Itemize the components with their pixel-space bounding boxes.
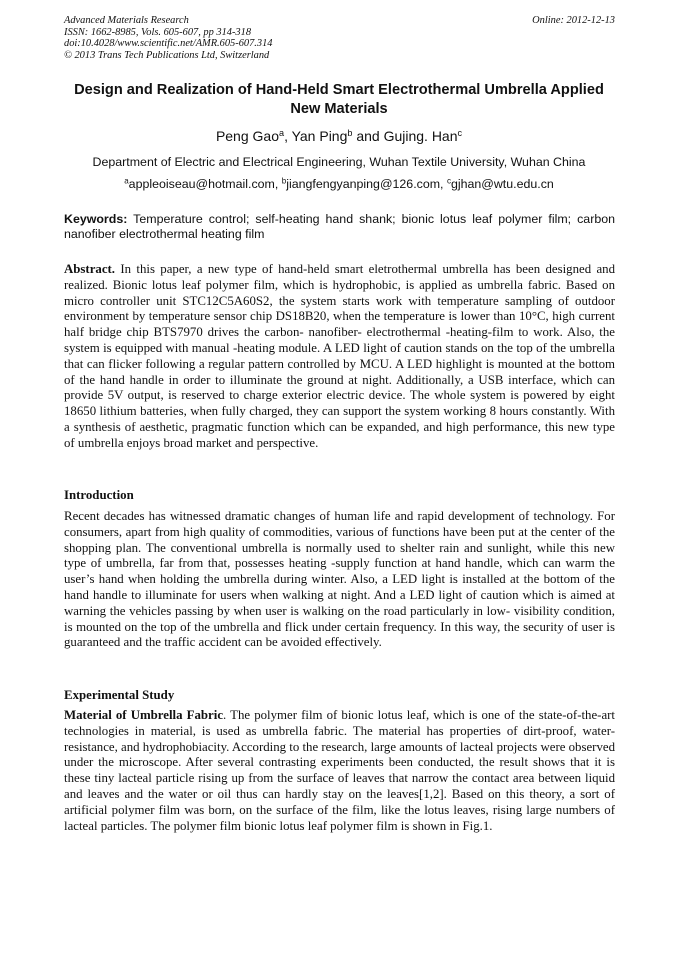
journal-name: Advanced Materials Research — [64, 15, 189, 26]
affiliation: Department of Electric and Electrical Engineering, Wuhan Textile University, Wuhan China — [92, 155, 586, 169]
copyright-line: © 2013 Trans Tech Publications Ltd, Switzerland — [64, 49, 270, 61]
abstract-label: Abstract. — [64, 262, 116, 276]
journal-header — [64, 15, 615, 61]
author-email: jiangfengyanping@126.com, — [286, 177, 447, 191]
subsection-label: Material of Umbrella Fabric — [64, 708, 224, 722]
author-name: Peng Gao — [215, 128, 279, 144]
keywords-text: Temperature control; self-heating hand shank; bionic lotus leaf polymer film; carbon nanofiber electrothermal heating film — [64, 212, 616, 241]
author-separator: , — [284, 128, 292, 144]
author-email: gjhan@wtu.edu.cn — [450, 177, 554, 191]
author-line — [0, 128, 678, 144]
author-mark: c — [457, 128, 463, 138]
email-mark: a — [124, 176, 129, 186]
email-mark: b — [281, 176, 287, 186]
experimental-text: . The polymer film of bionic lotus leaf, which is one of the state-of-the-art technologies in material, is used as umbrella fabric. The material has properties of dirt-proof, water-resistance, and hydrophobiacity. According to the research, large amounts of lacteal projects were observed under the microscope. After several contrasting experiments been conducted, the result shows that it is these tiny lacteal particle rising up from the surface of leaves that narrow the contact area between liquid and leaves and the water or oil thus can hardly stay on the leaves[1,2]. Based on this theory, a sort of artificial polymer film was born, on the surface of the film, like the lotus leaves, rising large numbers of lacteal particles. The polymer film bionic lotus leaf polymer film is shown in Fig.1. — [64, 708, 616, 833]
keywords-block — [64, 212, 615, 242]
section-heading-introduction: Introduction — [64, 488, 134, 502]
section-heading-experimental: Experimental Study — [64, 688, 175, 702]
author-name: Yan Ping — [291, 128, 348, 144]
author-separator: and — [352, 128, 384, 144]
author-mark: b — [347, 128, 353, 138]
email-mark: c — [446, 176, 451, 186]
abstract-paragraph — [64, 262, 615, 452]
author-email: appleoiseau@hotmail.com, — [128, 177, 282, 191]
email-line — [0, 177, 678, 191]
author-mark: a — [279, 128, 285, 138]
issn-line: ISSN: 1662-8985, Vols. 605-607, pp 314-318 — [64, 26, 252, 38]
experimental-paragraph — [64, 708, 615, 834]
keywords-label: Keywords: — [64, 212, 128, 226]
abstract-text: In this paper, a new type of hand-held smart eletrothermal umbrella has been designed and realized. Bionic lotus leaf polymer film, which is hydrophobic, is applied as umbrella fabric. Based on micro controller unit STC12C5A60S2, the system starts work with temperature sampling of outdoor environment by temperature sensor chip DS18B20, when the temperature is lower than 10°C, high current half bridge chip BTS7970 drives the carbon- nanofiber- electrothermal -heating-film to work. Also, the system is equipped with manual -heating module. A LED light of caution stands on the top of the umbrella that can flicker following a regular pattern controlled by MCU. A LED highlight is mounted at the bottom of the hand handle in order to illuminate the ground at night. Additionally, a USB interface, which can provide 5V output, is reserved to charge exterior electric device. The whole system is powered by eight 18650 lithium batteries, when fully charged, they can support the system working 8 hours constantly. With a synthesis of aesthetic, pragmatic function which can be expanded, and high performance, this new type of umbrella enjoys broad market and perspective. — [64, 262, 615, 450]
author-name: Gujing. Han — [383, 128, 458, 144]
doi-line: doi:10.4028/www.scientific.net/AMR.605-607.314 — [64, 38, 273, 49]
paper-title: Design and Realization of Hand-Held Smart Electrothermal Umbrella Applied New Materials — [74, 82, 604, 117]
introduction-paragraph: Recent decades has witnessed dramatic changes of human life and rapid development of technology. For consumers, apart from high quality of commodities, various of functions have been put at the center of the shopping plan. The conventional umbrella is normally used to shelter rain and sunlight, while this new type of umbrella, far from that, possesses heating -supply function at hand handle, which can warm the user’s hand when holding the umbrella during winter. Also, a LED light is installed at the bottom of the hand handle to illuminate for users when walking at night. And a LED light of caution which is aimed at warning the vehicles passing by when user is walking on the road particularly in low- visibility condition, is mounted on the top of the umbrella and flick under certain frequency. In this way, the security of user is guaranteed and the traffic accident can be avoided effectively. — [64, 509, 615, 650]
online-date: Online: 2012-12-13 — [532, 15, 615, 26]
